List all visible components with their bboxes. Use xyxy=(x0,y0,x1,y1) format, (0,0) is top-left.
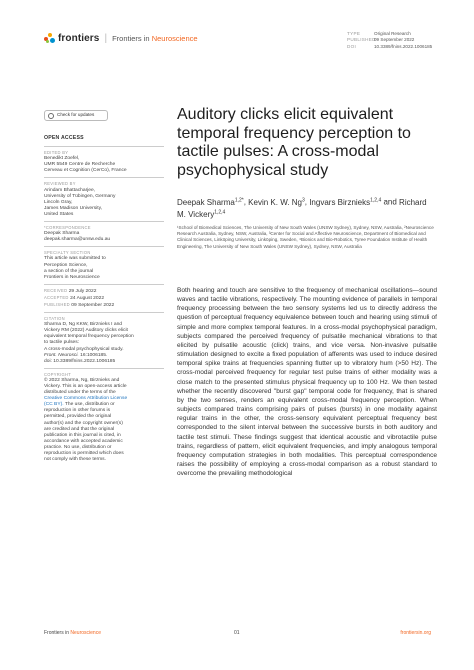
copyright-terms: The use, distribution or reproduction in other forums is permitted, provided the original author(s) and the copyright owner(s) are credited and that the original publication in this journal is cited, in accordance with accepted academic practice. No use, distribution or reproduction is permitted which does not comply with these terms. xyxy=(44,402,124,463)
copyright-label: COPYRIGHT xyxy=(44,371,72,377)
published-date: 09 September 2022 xyxy=(71,302,115,308)
citation-journal: Front. Neurosci. xyxy=(44,352,79,358)
divider xyxy=(44,177,164,178)
journal-name: Neuroscience xyxy=(151,34,198,43)
specialty-section: This article was submitted to Perception Science, a section of the journal Frontiers in Neuroscience xyxy=(44,256,106,280)
correspondence-label: *CORRESPONDENCE xyxy=(44,225,91,231)
received-date: 29 July 2022 xyxy=(68,288,97,294)
citation xyxy=(44,322,164,365)
footer-journal: Frontiers in Neuroscience xyxy=(44,630,101,636)
citation-label: CITATION xyxy=(44,316,65,322)
copyright xyxy=(44,378,164,463)
edited-by: Benedikt Zoefel, UMR 5549 Centre de Recherche Cerveau et Cognition (CerCo), France xyxy=(44,156,127,174)
affiliations: ¹School of Biomedical Sciences, The University of New South Wales (UNSW Sydney), Sydney, NSW, Australia, ²Neuroscience Research Australia, Sydney, NSW, Australia, ³Center for Social and Affective Neuroscience, Department of Biomedical and Clinical Sciences, Linköping University, Linköping, Sweden, ⁴Bionics and Bio-Robotics, Tyree Foundation Institute of Health Engineering, The University of New South Wales (UNSW Sydney), Sydney, NSW, Australia xyxy=(177,225,434,249)
published-label: PUBLISHED xyxy=(44,301,70,307)
author[interactable]: Richard M. Vickery$^{1,2,4}$ xyxy=(177,197,427,220)
author[interactable]: Deepak Sharma$^{1,2*}$ xyxy=(177,197,244,207)
divider xyxy=(44,368,164,369)
update-check-icon xyxy=(48,113,54,119)
article-meta xyxy=(347,31,432,50)
reviewed-by-label: REVIEWED BY xyxy=(44,181,76,187)
citation-doi: 16:1006185. doi: 10.3389/fnins.2022.1006185 xyxy=(44,352,116,364)
brand-divider: | xyxy=(104,33,108,44)
correspondence[interactable]: Deepak Sharma deepak.sharma@unsw.edu.au xyxy=(44,231,111,243)
open-access-label: OPEN ACCESS xyxy=(44,135,84,141)
edited-by-label: EDITED BY xyxy=(44,150,69,156)
accepted-label: ACCEPTED xyxy=(44,294,69,300)
footer-site-link[interactable]: frontiersin.org xyxy=(400,630,431,636)
meta-type: TYPE Original Research xyxy=(347,31,411,36)
received-label: RECEIVED xyxy=(44,287,68,293)
frontiers-logo-icon xyxy=(44,33,55,44)
license-link[interactable]: Creative Commons Attribution License (CC BY). xyxy=(44,396,128,408)
dates xyxy=(44,288,164,309)
specialty-label: SPECIALTY SECTION xyxy=(44,250,91,256)
brand-name: frontiers xyxy=(58,33,100,44)
meta-published: PUBLISHED09 September 2022 xyxy=(347,37,415,43)
divider xyxy=(44,246,164,247)
page-number: 01 xyxy=(234,630,240,636)
author-list: Deepak Sharma$^{1,2*}$, Kevin K. W. Ng$^3$, Ingvars Birznieks$^{1,2,4}$ and Richard M. Vickery$^{1,2,4}$ xyxy=(177,197,427,220)
citation-text: Sharma D, Ng KKW, Birznieks I and Vickery RM (2022) Auditory clicks elicit equivalent temporal frequency perception to tactile pulses: A cross-modal psychophysical study. xyxy=(44,322,134,352)
journal-brand[interactable] xyxy=(44,33,198,44)
divider xyxy=(44,312,164,313)
copyright-text: © 2022 Sharma, Ng, Birznieks and Vickery. This is an open-access article distributed under the terms of the xyxy=(44,377,127,396)
article-title: Auditory clicks elicit equivalent temporal frequency perception to tactile pulses: A cross-modal psychophysical study xyxy=(177,106,411,179)
reviewed-by: Arindam Bhattacharjee, University of Tübingen, Germany Lincoln Gray, James Madison University, United States xyxy=(44,187,116,217)
meta-doi[interactable]: DOI 10.3389/fnins.2022.1006185 xyxy=(347,43,433,49)
check-updates-button[interactable] xyxy=(44,110,108,121)
author[interactable]: Ingvars Birznieks$^{1,2,4}$ xyxy=(309,197,382,207)
abstract: Both hearing and touch are sensitive to the frequency of mechanical oscillations—sound waves and tactile vibrations, respectively. The mounting evidence of parallels in temporal frequency processing between the two sensory systems led us to directly address the question of perceptual frequency equivalence between touch and hearing using stimuli of simple and more complex temporal features. In a cross-modal psychophysical paradigm, subjects compared the perceived frequency of pulsatile mechanical vibrations to that elicited by pulsatile acoustic (click) trains, and vice versa. Non-invasive pulsatile stimulation designed to excite a fixed population of afferents was used to induce desired temporal spike trains at frequencies spanning flutter up to vibratory hum (>50 Hz). The cross-modal perceived frequency for regular test pulse trains of either modality was a close match to the presented stimulus physical frequency up to 100 Hz. We then tested whether the recently discovered "burst gap" temporal code for frequency, that is shared by the two senses, renders an equivalent cross-modal frequency perception. When subjects compared trains comprising pairs of pulses (bursts) in one modality against regular trains in the other, the cross-sensory equivalent perceptual frequency best corresponded to the silent interval between the successive bursts in both auditory and tactile test stimuli. These findings suggest that identical acoustic and vibrotactile pulse trains, regardless of pattern, elicit equivalent frequencies, and imply analogous temporal frequency computation strategies in both modalities. This perceptual correspondence raises the possibility of employing a cross-modal comparison as a robust standard to overcome the prevailing methodological xyxy=(177,287,437,478)
sidebar xyxy=(44,110,164,466)
divider xyxy=(44,221,164,222)
divider xyxy=(44,146,164,147)
page-header xyxy=(0,0,474,60)
accepted-date: 24 August 2022 xyxy=(70,295,105,301)
divider xyxy=(44,284,164,285)
journal-title xyxy=(112,34,197,43)
author[interactable]: Kevin K. W. Ng$^3$ xyxy=(248,197,305,207)
journal-prefix: Frontiers in xyxy=(112,34,150,43)
check-updates-label: Check for updates xyxy=(57,112,95,118)
